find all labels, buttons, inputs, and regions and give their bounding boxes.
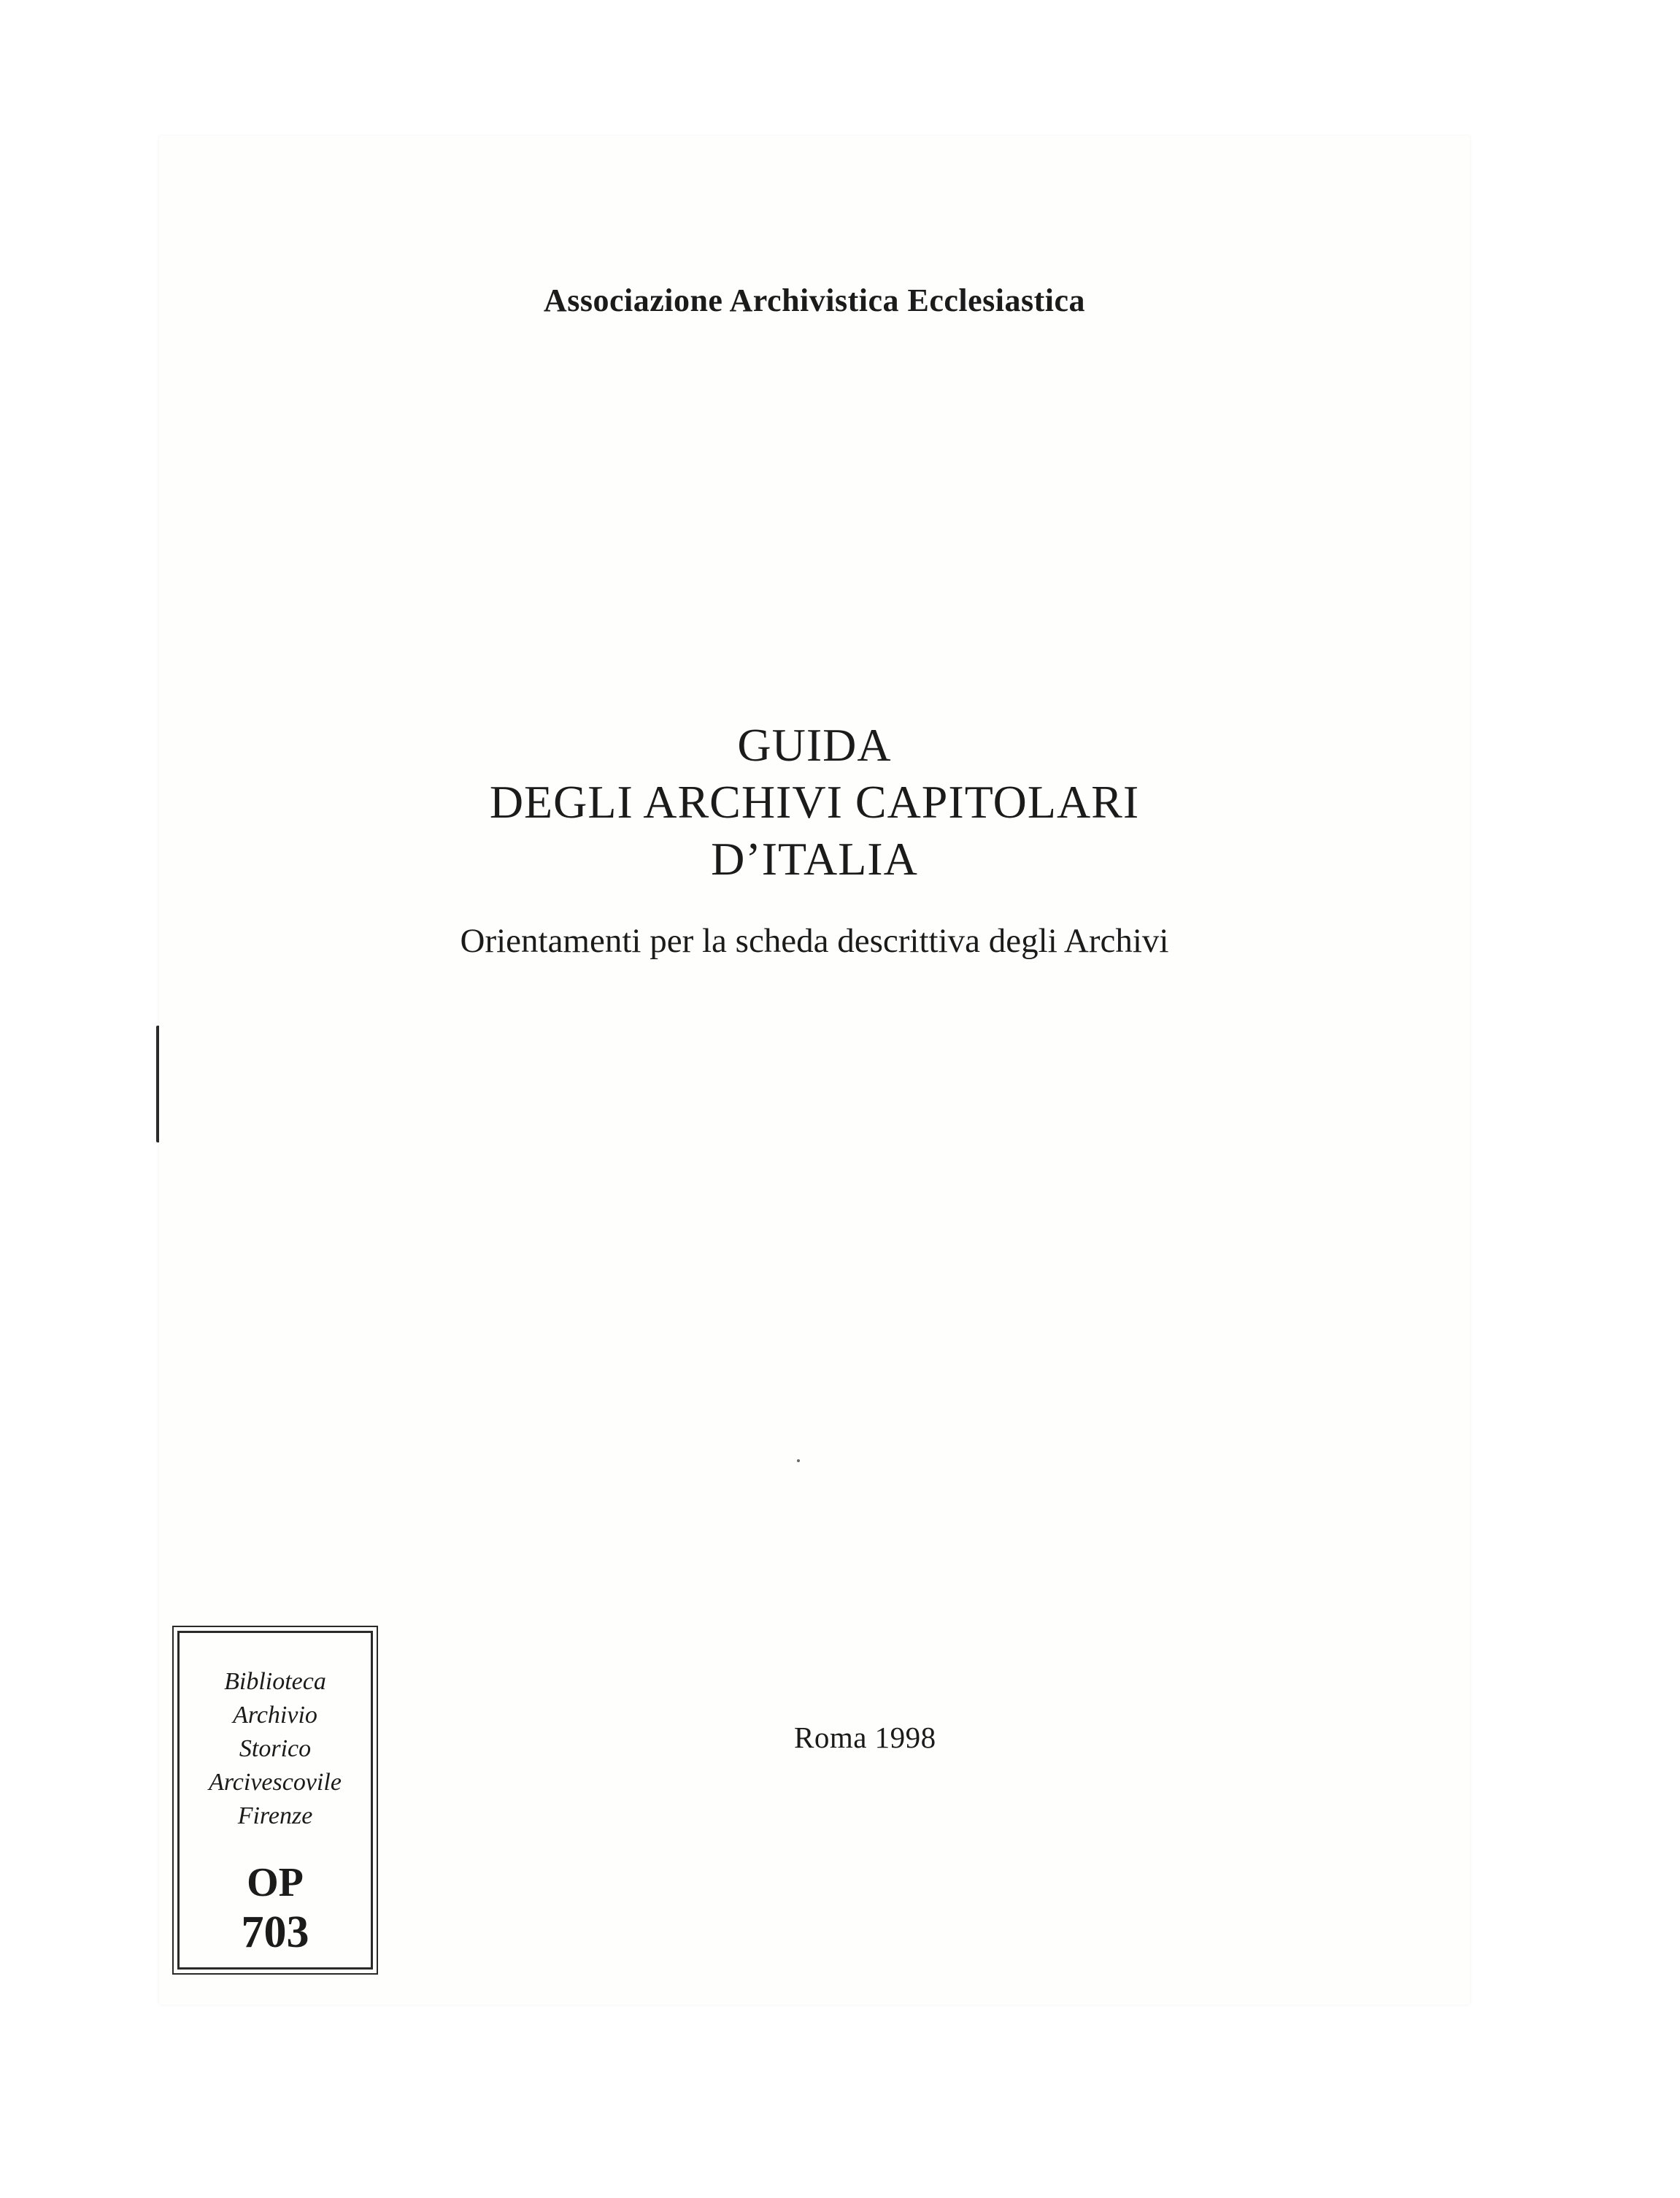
title-line-3: D’ITALIA	[711, 833, 918, 885]
title-line-1: GUIDA	[737, 719, 892, 771]
shelf-code: OP	[247, 1860, 304, 1905]
shelf-number: 703	[241, 1907, 309, 1957]
subtitle: Orientamenti per la scheda descrittiva degli Archivi	[460, 922, 1169, 960]
pencil-mark	[797, 1459, 800, 1462]
stamp-line: Arcivescovile	[209, 1769, 342, 1796]
title-line-2: DEGLI ARCHIVI CAPITOLARI	[489, 776, 1140, 828]
stamp-line: Archivio	[233, 1702, 317, 1729]
library-stamp	[177, 1631, 373, 1970]
stamp-line: Firenze	[237, 1802, 313, 1829]
place-and-date: Roma 1998	[794, 1721, 936, 1754]
association-name: Associazione Archivistica Ecclesiastica	[543, 283, 1086, 318]
stamp-line: Storico	[239, 1735, 312, 1762]
stamp-line: Biblioteca	[224, 1668, 326, 1695]
stamp-text	[180, 1665, 371, 1833]
booklet-cover	[159, 136, 1470, 2005]
